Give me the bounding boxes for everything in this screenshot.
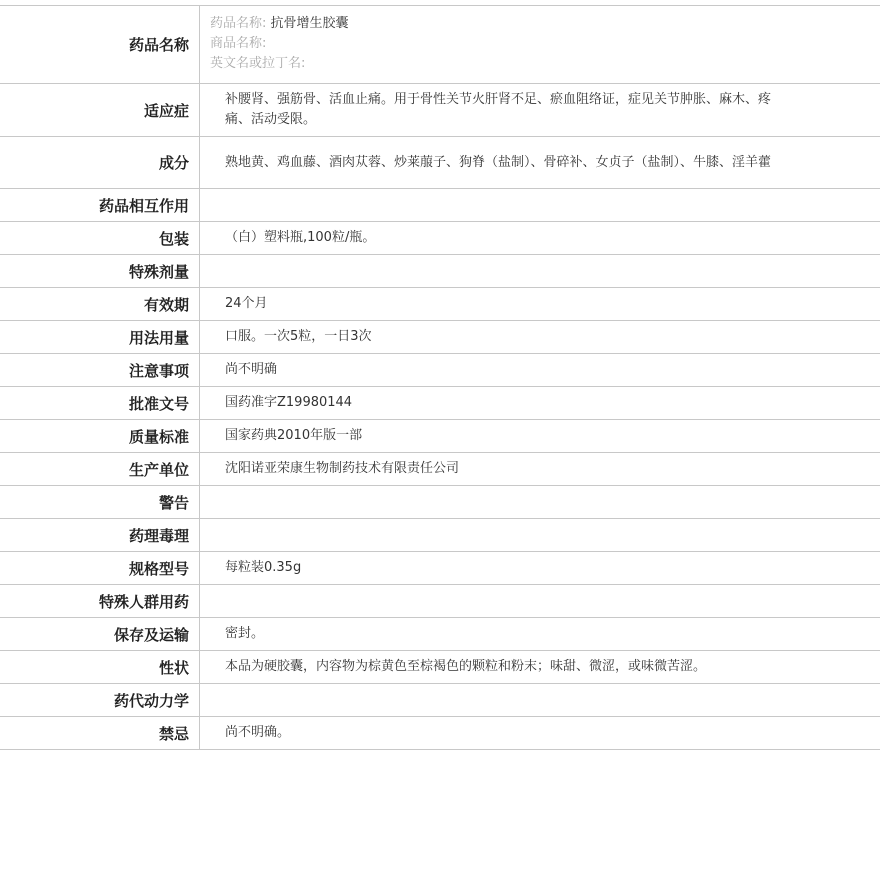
row-label: 禁忌 xyxy=(0,717,200,749)
row-storage-transport xyxy=(0,618,880,651)
drug-name-block xyxy=(200,6,880,83)
english-name-line xyxy=(210,54,870,74)
row-value: 尚不明确 xyxy=(225,362,278,377)
row-label: 包装 xyxy=(0,222,200,254)
row-value: 国药准字Z19980144 xyxy=(225,395,353,410)
row-value: 密封。 xyxy=(225,626,265,641)
row-label: 保存及运输 xyxy=(0,618,200,650)
row-value: 每粒装0.35g xyxy=(225,560,302,575)
row-label: 有效期 xyxy=(0,288,200,320)
row-label: 特殊剂量 xyxy=(0,255,200,287)
row-label: 规格型号 xyxy=(0,552,200,584)
row-label: 药理毒理 xyxy=(0,519,200,551)
row-label: 药代动力学 xyxy=(0,684,200,716)
row-packaging xyxy=(0,222,880,255)
row-warning xyxy=(0,486,880,519)
row-value: 24个月 xyxy=(225,296,268,311)
trade-name-key: 商品名称: xyxy=(210,36,267,51)
row-special-populations xyxy=(0,585,880,618)
row-label: 药品相互作用 xyxy=(0,189,200,221)
trade-name-line xyxy=(210,34,870,54)
row-manufacturer xyxy=(0,453,880,486)
row-pharmacokinetics xyxy=(0,684,880,717)
row-approval-number xyxy=(0,387,880,420)
row-ingredients xyxy=(0,137,880,189)
generic-name-value: 抗骨增生胶囊 xyxy=(270,16,349,31)
row-label: 性状 xyxy=(0,651,200,683)
row-label: 注意事项 xyxy=(0,354,200,386)
english-name-key: 英文名或拉丁名: xyxy=(210,56,306,71)
row-value xyxy=(200,255,880,287)
row-label: 质量标准 xyxy=(0,420,200,452)
row-drug-name xyxy=(0,6,880,84)
drug-info-table xyxy=(0,5,880,750)
row-label: 批准文号 xyxy=(0,387,200,419)
row-value xyxy=(200,585,880,617)
row-shelf-life xyxy=(0,288,880,321)
row-value: 口服。一次5粒，一日3次 xyxy=(225,329,372,344)
row-description xyxy=(0,651,880,684)
row-precautions xyxy=(0,354,880,387)
row-value xyxy=(200,684,880,716)
row-label: 用法用量 xyxy=(0,321,200,353)
row-value: 沈阳诺亚荣康生物制药技术有限责任公司 xyxy=(225,461,460,476)
row-indications xyxy=(0,84,880,137)
row-value xyxy=(200,189,880,221)
generic-name-line xyxy=(210,14,870,34)
row-drug-interactions xyxy=(0,189,880,222)
row-specification xyxy=(0,552,880,585)
row-value xyxy=(200,486,880,518)
row-usage-dosage xyxy=(0,321,880,354)
row-label: 警告 xyxy=(0,486,200,518)
row-label: 成分 xyxy=(0,137,200,188)
row-value: 国家药典2010年版一部 xyxy=(225,428,363,443)
row-label: 适应症 xyxy=(0,84,200,136)
row-label: 特殊人群用药 xyxy=(0,585,200,617)
row-contraindications xyxy=(0,717,880,750)
row-value: 尚不明确。 xyxy=(225,725,291,740)
row-label: 生产单位 xyxy=(0,453,200,485)
generic-name-key: 药品名称: xyxy=(210,16,267,31)
row-value: 熟地黄、鸡血藤、酒肉苁蓉、炒莱菔子、狗脊（盐制）、骨碎补、女贞子（盐制）、牛膝、淫羊藿 xyxy=(225,154,772,170)
row-value xyxy=(200,519,880,551)
row-special-dosage xyxy=(0,255,880,288)
row-value: （白）塑料瓶,100粒/瓶。 xyxy=(225,230,376,245)
row-value: 本品为硬胶囊，内容物为棕黄色至棕褐色的颗粒和粉末；味甜、微涩，或味微苦涩。 xyxy=(225,659,707,674)
row-pharmacology-toxicology xyxy=(0,519,880,552)
row-quality-standard xyxy=(0,420,880,453)
row-value: 补腰肾、强筋骨、活血止痛。用于骨性关节火肝肾不足、瘀血阻络证，症见关节肿胀、麻木、疼痛、活动受限。 xyxy=(225,92,772,127)
row-label: 药品名称 xyxy=(0,6,200,83)
